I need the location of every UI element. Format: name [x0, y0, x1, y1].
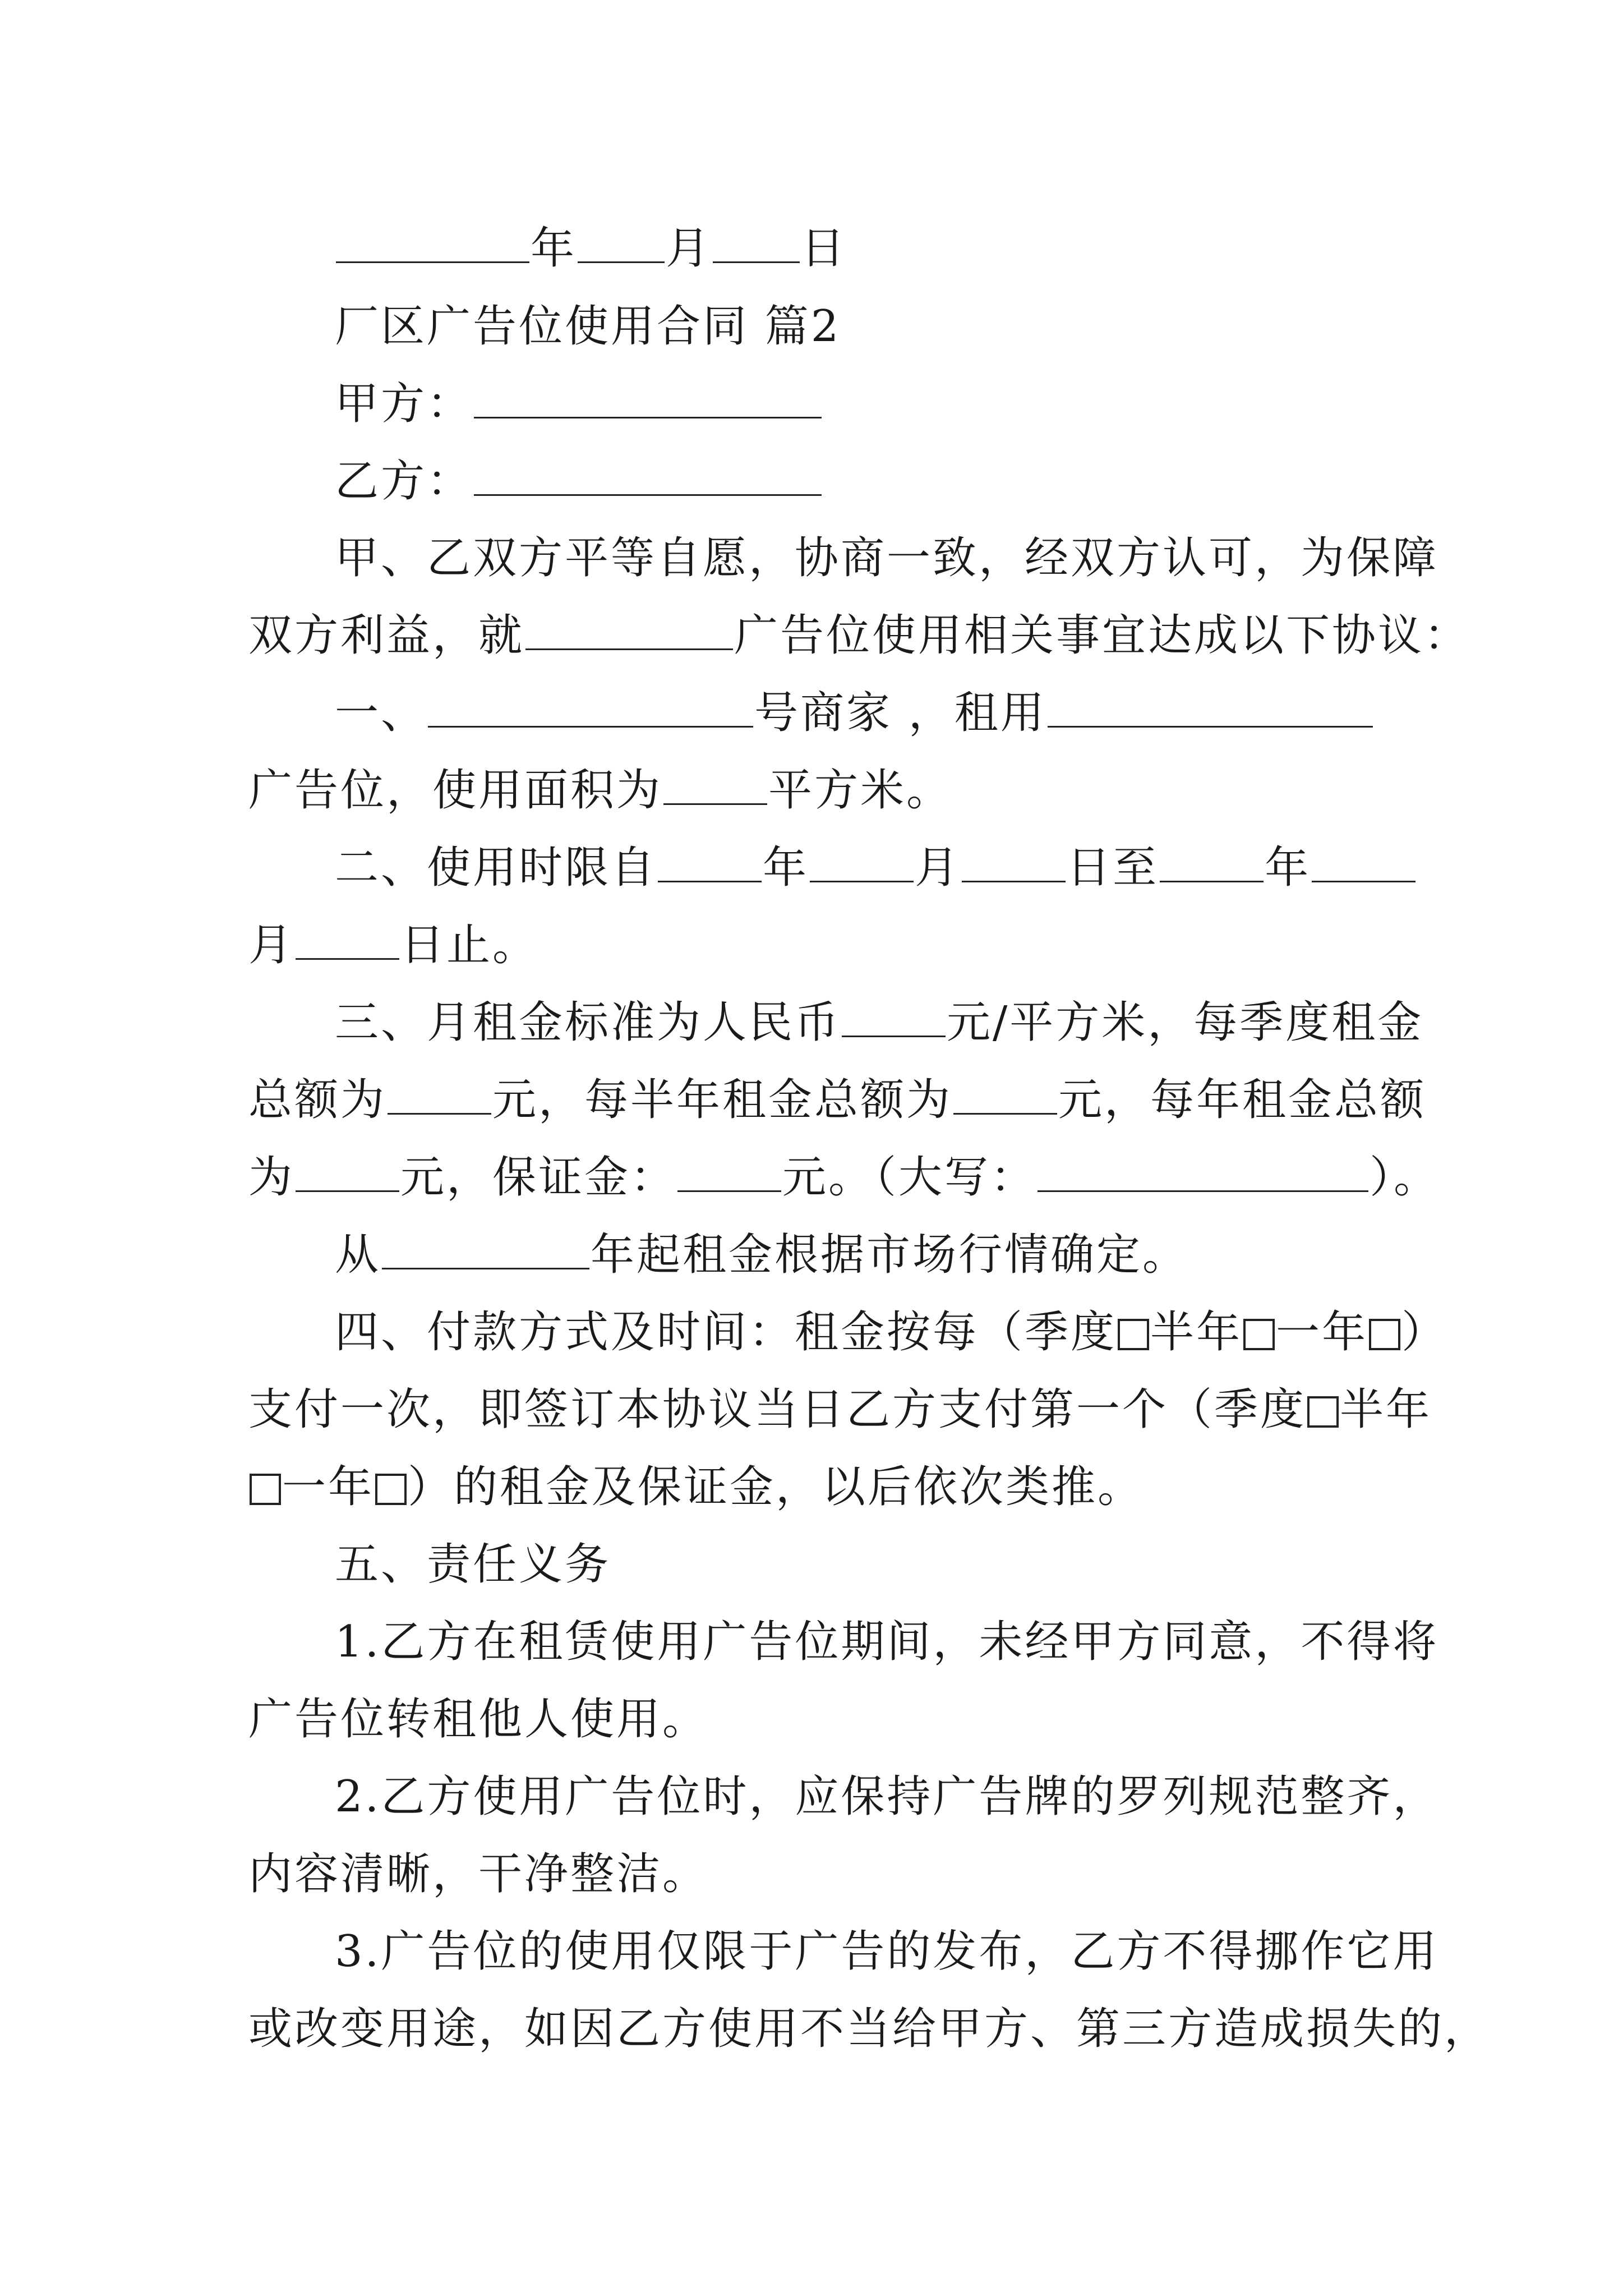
clause-5-title: 五、责任义务 — [335, 1539, 611, 1590]
clause-2-line-1: 二、使用时限自 年 月 日至 年 — [335, 840, 1417, 896]
intro-line-1: 甲、乙双方平等自愿，协商一致，经双方认可，为保障 — [335, 533, 1439, 583]
party-a-blank — [474, 378, 822, 418]
month-blank — [578, 222, 665, 263]
day-blank — [713, 222, 800, 263]
clause-5-item-3-line-2: 或改变用途，如因乙方使用不当给甲方、第三方造成损失的， — [248, 2004, 1491, 2054]
clause-2-line-2: 月 日止。 — [248, 920, 539, 970]
checkbox-half-year[interactable] — [1243, 1319, 1275, 1350]
intro-line-2: 双方利益，就 广告位使用相关事宜达成以下协议： — [248, 610, 1470, 661]
clause-3-line-3: 为 元，保证金： 元。（大写： ）。 — [248, 1152, 1440, 1203]
clause-4-line-2: 支付一次，即签订本协议当日乙方支付第一个（季度 半年 — [248, 1384, 1432, 1435]
checkbox-one-year[interactable] — [1369, 1319, 1400, 1350]
area-blank — [663, 764, 767, 805]
site-blank — [525, 609, 733, 650]
checkbox-first-quarter[interactable] — [1307, 1396, 1339, 1428]
checkbox-quarter[interactable] — [1118, 1319, 1149, 1350]
party-b-blank — [474, 455, 822, 496]
clause-4-line-3: 一年 ）的租金及保证金，以后依次类推。 — [248, 1459, 1144, 1515]
checkbox-first-half-year[interactable] — [250, 1474, 281, 1505]
date-line: 年 月 日 — [335, 220, 847, 277]
clause-3-line-1: 三、月租金标准为人民币 元/平方米，每季度租金 — [335, 997, 1424, 1048]
clause-5-item-3-line-1: 3.广告位的使用仅限于广告的发布，乙方不得挪作它用 — [335, 1926, 1439, 1977]
rent-site-blank — [1048, 687, 1373, 728]
clause-5-item-2-line-1: 2.乙方使用广告位时，应保持广告牌的罗列规范整齐， — [335, 1772, 1439, 1822]
clause-3-line-2: 总额为 元，每半年租金总额为 元，每年租金总额 — [248, 1075, 1427, 1125]
year-blank — [336, 222, 529, 263]
party-b-line: 乙方： — [335, 453, 823, 509]
clause-3-line-4: 从 年起租金根据市场行情确定。 — [335, 1230, 1189, 1280]
contract-heading: 厂区广告位使用合同 篇2 — [335, 301, 841, 352]
clause-4-line-1: 四、付款方式及时间：租金按每（季度 半年 一年 ） — [335, 1307, 1448, 1358]
clause-5-item-1-line-1: 1.乙方在租赁使用广告位期间，未经甲方同意，不得将 — [335, 1617, 1439, 1667]
checkbox-first-one-year[interactable] — [375, 1474, 407, 1505]
clause-5-item-1-line-2: 广告位转租他人使用。 — [248, 1694, 709, 1745]
clause-5-item-2-line-2: 内容清晰，干净整洁。 — [248, 1849, 709, 1899]
party-a-line: 甲方： — [335, 376, 823, 432]
clause-1-line-2: 广告位，使用面积为 平方米。 — [248, 765, 953, 816]
clause-1-line-1: 一、 号商家 ，租用 — [335, 685, 1374, 741]
merchant-blank — [428, 687, 753, 728]
